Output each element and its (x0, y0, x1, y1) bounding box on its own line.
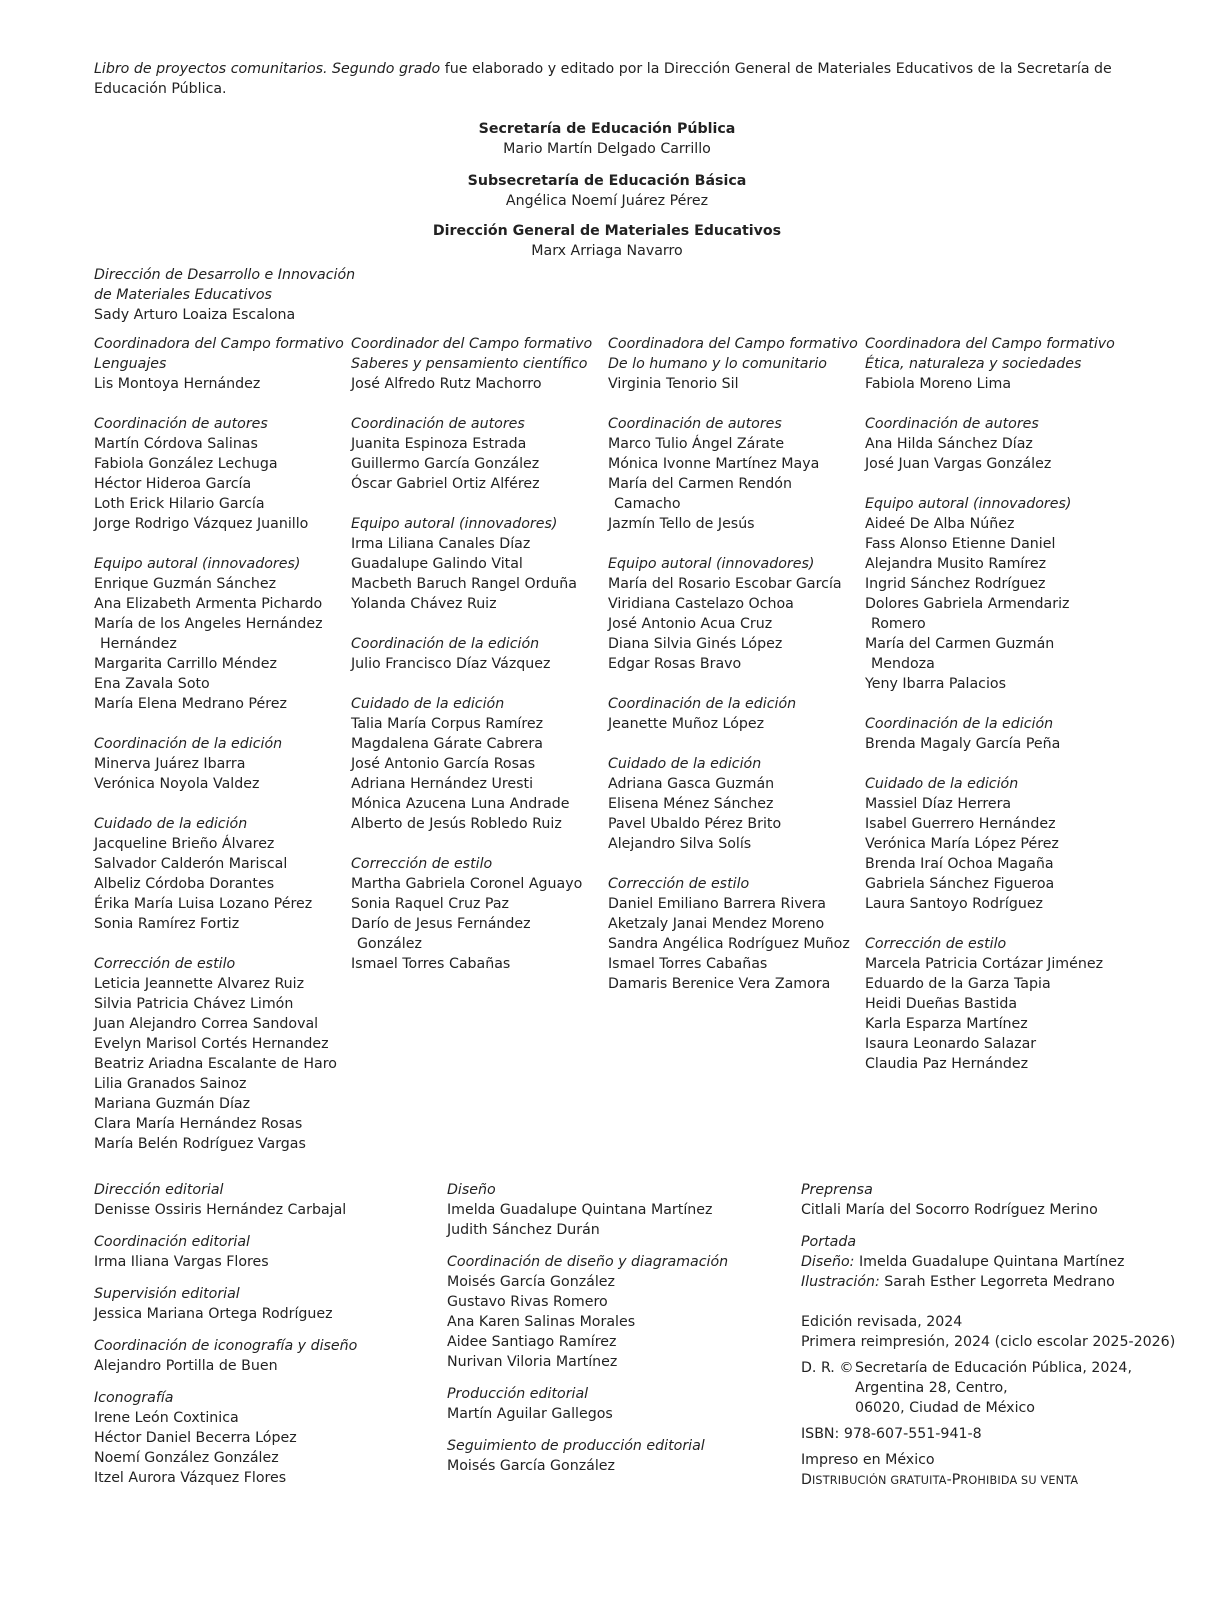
person-name: Aketzaly Janai Mendez Moreno (608, 916, 825, 932)
person-name: Héctor Daniel Becerra López (94, 1430, 297, 1446)
person-name: Pavel Ubaldo Pérez Brito (608, 816, 782, 832)
authority-name: Angélica Noemí Juárez Pérez (505, 193, 709, 209)
person-name: Fabiola González Lechuga (94, 456, 278, 472)
copyright-line: Argentina 28, Centro, (855, 1380, 1008, 1396)
person-name: Brenda Iraí Ochoa Magaña (865, 856, 1054, 872)
role-label: Coordinación de autores (94, 416, 268, 432)
credit-group (865, 414, 1115, 474)
person-name: Diana Silvia Ginés López (608, 636, 783, 652)
credit-group (351, 414, 601, 494)
credit-group (865, 934, 1115, 1074)
person-name: Silvia Patricia Chávez Limón (94, 996, 294, 1012)
role-label: Coordinador del Campo formativo (351, 336, 593, 352)
person-name: Alejandro Silva Solís (608, 836, 752, 852)
person-name: Érika María Luisa Lozano Pérez (94, 896, 313, 912)
person-name: Sonia Raquel Cruz Paz (351, 896, 509, 912)
copyright-lines (801, 1358, 1201, 1418)
credits-column-etica (865, 334, 1115, 1094)
person-name: Clara María Hernández Rosas (94, 1116, 303, 1132)
person-name: Alberto de Jesús Robledo Ruiz (351, 816, 562, 832)
credit-group (94, 1232, 434, 1272)
person-name: Julio Francisco Díaz Vázquez (351, 656, 551, 672)
credit-group (865, 714, 1115, 754)
authority-name: Mario Martín Delgado Carrillo (503, 141, 711, 157)
credit-group (351, 634, 601, 674)
credit-group (351, 514, 601, 614)
authority-org: Dirección General de Materiales Educativos (432, 223, 782, 239)
person-name: María Belén Rodríguez Vargas (94, 1136, 306, 1152)
person-name: Óscar Gabriel Ortiz Alférez (351, 476, 540, 492)
role-label: Diseño (447, 1182, 496, 1198)
person-name: Yolanda Chávez Ruiz (351, 596, 497, 612)
person-name: Judith Sánchez Durán (447, 1222, 600, 1238)
credit-group (351, 694, 601, 834)
isbn-text: ISBN: 978-607-551-941-8 (801, 1426, 982, 1442)
person-name: José Juan Vargas González (865, 456, 1052, 472)
person-name: Mónica Ivonne Martínez Maya (608, 456, 820, 472)
credit-group (608, 554, 858, 674)
role-label: Equipo autoral (innovadores) (94, 556, 301, 572)
person-name: Marcela Patricia Cortázar Jiménez (865, 956, 1104, 972)
role-label: Producción editorial (447, 1386, 589, 1402)
role-label: Ética, naturaleza y sociedades (865, 356, 1082, 372)
person-name: Sonia Ramírez Fortiz (94, 916, 240, 932)
role-label: De lo humano y lo comunitario (608, 356, 827, 372)
credit-group (608, 334, 858, 394)
credit-group (608, 694, 858, 734)
intro-text: fue elaborado y editado por la Dirección General de Materiales Educativos de la Secretaría de Educación Pública. (94, 61, 1112, 97)
credits-column-lenguajes (94, 334, 344, 1174)
credit-group (865, 774, 1115, 914)
person-name: Ena Zavala Soto (94, 676, 210, 692)
person-name: Isabel Guerrero Hernández (865, 816, 1056, 832)
role-label: Cuidado de la edición (608, 756, 762, 772)
person-name: Margarita Carrillo Méndez (94, 656, 277, 672)
credit-group (801, 1232, 1201, 1292)
person-name: José Antonio García Rosas (351, 756, 536, 772)
role-label: Coordinación de la edición (608, 696, 797, 712)
person-name: José Alfredo Rutz Machorro (351, 376, 542, 392)
person-name: Ingrid Sánchez Rodríguez (865, 576, 1046, 592)
authority-org: Subsecretaría de Educación Básica (467, 173, 747, 189)
credit-group (94, 814, 344, 934)
role-label: Dirección editorial (94, 1182, 224, 1198)
person-name: Juan Alejandro Correa Sandoval (94, 1016, 319, 1032)
person-name: Darío de Jesus Fernández (351, 916, 531, 932)
intro-paragraph (94, 60, 1134, 99)
credit-group (94, 334, 344, 394)
person-name: Aideé De Alba Núñez (865, 516, 1015, 532)
person-name: Martín Aguilar Gallegos (447, 1406, 613, 1422)
person-name: Ismael Torres Cabañas (351, 956, 511, 972)
person-name: Massiel Díaz Herrera (865, 796, 1012, 812)
person-name: Moisés García González (447, 1274, 615, 1290)
role-label: Coordinación de la edición (94, 736, 283, 752)
person-name: Albeliz Córdoba Dorantes (94, 876, 275, 892)
credit-group (608, 874, 858, 994)
person-name: Mariana Guzmán Díaz (94, 1096, 251, 1112)
person-name: Minerva Juárez Ibarra (94, 756, 246, 772)
role-label: Portada (801, 1234, 857, 1250)
role-label: Coordinadora del Campo formativo (94, 336, 344, 352)
person-name: Mónica Azucena Luna Andrade (351, 796, 570, 812)
person-name: Sandra Angélica Rodríguez Muñoz (608, 936, 850, 952)
person-name: Fass Alonso Etienne Daniel (865, 536, 1056, 552)
role-label: Coordinación de autores (865, 416, 1039, 432)
role-label: Saberes y pensamiento científico (351, 356, 588, 372)
authority-sep (0, 119, 1214, 159)
person-name: Adriana Hernández Uresti (351, 776, 534, 792)
role-label: Equipo autoral (innovadores) (608, 556, 815, 572)
credit-group (608, 414, 858, 534)
person-name: Martín Córdova Salinas (94, 436, 258, 452)
person-name: Dolores Gabriela Armendariz (865, 596, 1070, 612)
free-distribution-notice: DISTRIBUCIÓN GRATUITA-PROHIBIDA SU VENTA (801, 1472, 1079, 1488)
reprint-text: Primera reimpresión, 2024 (ciclo escolar 2025-2026) (801, 1334, 1176, 1350)
person-name: Jeanette Muñoz López (608, 716, 765, 732)
role-label: Ilustración: (801, 1274, 880, 1290)
credit-group (447, 1436, 787, 1476)
person-name: Gabriela Sánchez Figueroa (865, 876, 1055, 892)
credit-group (94, 1180, 434, 1220)
role-label: Seguimiento de producción editorial (447, 1438, 705, 1454)
person-name: Sady Arturo Loaiza Escalona (94, 307, 296, 323)
credit-group (351, 334, 601, 394)
person-name: Viridiana Castelazo Ochoa (608, 596, 794, 612)
bottom-column-editorial (94, 1180, 434, 1500)
person-name: Ana Hilda Sánchez Díaz (865, 436, 1033, 452)
person-name: Damaris Berenice Vera Zamora (608, 976, 831, 992)
role-label: Corrección de estilo (94, 956, 236, 972)
role-label: Equipo autoral (innovadores) (865, 496, 1072, 512)
person-name: Macbeth Baruch Rangel Orduña (351, 576, 577, 592)
role-label: Cuidado de la edición (865, 776, 1019, 792)
copyright-line: 06020, Ciudad de México (855, 1400, 1035, 1416)
person-name: Ana Karen Salinas Morales (447, 1314, 636, 1330)
person-name: Magdalena Gárate Cabrera (351, 736, 543, 752)
person-name: Karla Esparza Martínez (865, 1016, 1028, 1032)
person-name: Lis Montoya Hernández (94, 376, 261, 392)
cover-design-line (801, 1252, 1201, 1272)
person-name: Elisena Ménez Sánchez (608, 796, 774, 812)
role-label: Coordinación de diseño y diagramación (447, 1254, 729, 1270)
role-label: Preprensa (801, 1182, 873, 1198)
person-name: Imelda Guadalupe Quintana Martínez (854, 1254, 1125, 1270)
person-name: Laura Santoyo Rodríguez (865, 896, 1044, 912)
person-name: Martha Gabriela Coronel Aguayo (351, 876, 583, 892)
person-name: Enrique Guzmán Sánchez (94, 576, 277, 592)
person-name: Guadalupe Galindo Vital (351, 556, 523, 572)
person-name: Beatriz Ariadna Escalante de Haro (94, 1056, 337, 1072)
person-name: Loth Erick Hilario García (94, 496, 265, 512)
role-label: Equipo autoral (innovadores) (351, 516, 558, 532)
person-name: José Antonio Acua Cruz (608, 616, 773, 632)
credit-group (608, 754, 858, 854)
person-name: Daniel Emiliano Barrera Rivera (608, 896, 826, 912)
person-name: María del Rosario Escobar García (608, 576, 842, 592)
authority-dgme (0, 221, 1214, 261)
person-name: Isaura Leonardo Salazar (865, 1036, 1037, 1052)
person-name: Héctor Hideroa García (94, 476, 252, 492)
person-name: Nurivan Viloria Martínez (447, 1354, 618, 1370)
role-label: Coordinación de la edición (865, 716, 1054, 732)
person-name: Guillermo García González (351, 456, 540, 472)
person-name: Irma Liliana Canales Díaz (351, 536, 531, 552)
person-name: Evelyn Marisol Cortés Hernandez (94, 1036, 329, 1052)
credit-group (865, 334, 1115, 394)
person-name: Fabiola Moreno Lima (865, 376, 1012, 392)
bottom-column-diseno (447, 1180, 787, 1488)
edition-text: Edición revisada, 2024 (801, 1314, 963, 1330)
person-name: Jessica Mariana Ortega Rodríguez (94, 1306, 333, 1322)
role-label: Diseño: (801, 1254, 855, 1270)
person-name-continuation: Mendoza (871, 656, 935, 672)
person-name: Aidee Santiago Ramírez (447, 1334, 617, 1350)
role-label: Coordinadora del Campo formativo (865, 336, 1115, 352)
role-label: Dirección de Desarrollo e Innovación (94, 267, 356, 283)
person-name: Leticia Jeannette Alvarez Ruiz (94, 976, 305, 992)
person-name: Jorge Rodrigo Vázquez Juanillo (94, 516, 309, 532)
person-name: Citlali María del Socorro Rodríguez Merino (801, 1202, 1098, 1218)
credit-group (351, 854, 601, 974)
credit-group (447, 1384, 787, 1424)
person-name: Salvador Calderón Mariscal (94, 856, 288, 872)
person-name-continuation: González (357, 936, 422, 952)
role-label: Coordinación de la edición (351, 636, 540, 652)
person-name: Talia María Corpus Ramírez (351, 716, 544, 732)
role-label: Iconografía (94, 1390, 174, 1406)
printed-in-text: Impreso en México (801, 1452, 935, 1468)
person-name: María del Carmen Guzmán (865, 636, 1055, 652)
credit-group (94, 1336, 434, 1376)
credit-group (94, 734, 344, 794)
credit-group (801, 1180, 1201, 1220)
role-label: Coordinación de autores (608, 416, 782, 432)
role-label: Coordinación de iconografía y diseño (94, 1338, 358, 1354)
person-name-continuation: Romero (871, 616, 926, 632)
person-name: Brenda Magaly García Peña (865, 736, 1061, 752)
role-label: Supervisión editorial (94, 1286, 240, 1302)
person-name: Irene León Coxtinica (94, 1410, 239, 1426)
person-name: Claudia Paz Hernández (865, 1056, 1029, 1072)
role-label: Lenguajes (94, 356, 167, 372)
person-name: Heidi Dueñas Bastida (865, 996, 1018, 1012)
person-name: Juanita Espinoza Estrada (351, 436, 527, 452)
person-name: Moisés García González (447, 1458, 615, 1474)
credit-group (447, 1180, 787, 1240)
role-label: Coordinación de autores (351, 416, 525, 432)
credit-group (94, 414, 344, 534)
credit-group (447, 1252, 787, 1372)
person-name: Eduardo de la Garza Tapia (865, 976, 1051, 992)
person-name: Adriana Gasca Guzmán (608, 776, 775, 792)
person-name: Marco Tulio Ángel Zárate (608, 436, 785, 452)
person-name: María de los Angeles Hernández (94, 616, 323, 632)
authority-seb (0, 171, 1214, 211)
authority-name: Marx Arriaga Navarro (531, 243, 683, 259)
role-label: Cuidado de la edición (94, 816, 248, 832)
person-name: Sarah Esther Legorreta Medrano (879, 1274, 1115, 1290)
person-name: Verónica María López Pérez (865, 836, 1059, 852)
role-label: Coordinación editorial (94, 1234, 250, 1250)
person-name: Ana Elizabeth Armenta Pichardo (94, 596, 323, 612)
authority-org: Secretaría de Educación Pública (478, 121, 736, 137)
credit-group (94, 1284, 434, 1324)
credits-column-saberes (351, 334, 601, 994)
role-label: Coordinadora del Campo formativo (608, 336, 858, 352)
credit-group (94, 554, 344, 714)
person-name: María del Carmen Rendón (608, 476, 792, 492)
credit-group (94, 954, 344, 1154)
person-name-continuation: Camacho (614, 496, 681, 512)
person-name: Itzel Aurora Vázquez Flores (94, 1470, 287, 1486)
book-title: Libro de proyectos comunitarios. Segundo grado (94, 61, 441, 77)
role-label: Corrección de estilo (608, 876, 750, 892)
person-name: Verónica Noyola Valdez (94, 776, 260, 792)
person-name: Noemí González González (94, 1450, 279, 1466)
role-label: Cuidado de la edición (351, 696, 505, 712)
credit-group (94, 1388, 434, 1488)
edition-block (801, 1312, 1201, 1352)
credit-group (865, 494, 1115, 694)
role-label: Corrección de estilo (351, 856, 493, 872)
person-name: Gustavo Rivas Romero (447, 1294, 608, 1310)
copyright-block (801, 1358, 1201, 1418)
person-name: Lilia Granados Sainoz (94, 1076, 247, 1092)
person-name: Alejandro Portilla de Buen (94, 1358, 278, 1374)
person-name: Jacqueline Brieño Álvarez (94, 836, 275, 852)
person-name: Yeny Ibarra Palacios (865, 676, 1006, 692)
copyright-label: D. R. © (801, 1360, 854, 1376)
copyright-line: Secretaría de Educación Pública, 2024, (855, 1360, 1132, 1376)
direction-block (94, 265, 414, 325)
person-name: Edgar Rosas Bravo (608, 656, 742, 672)
person-name: Jazmín Tello de Jesús (608, 516, 755, 532)
person-name: Virginia Tenorio Sil (608, 376, 739, 392)
role-label: de Materiales Educativos (94, 287, 272, 303)
person-name: Ismael Torres Cabañas (608, 956, 768, 972)
role-label: Corrección de estilo (865, 936, 1007, 952)
person-name: Irma Iliana Vargas Flores (94, 1254, 269, 1270)
person-name-continuation: Hernández (100, 636, 177, 652)
person-name: Imelda Guadalupe Quintana Martínez (447, 1202, 713, 1218)
person-name: Denisse Ossiris Hernández Carbajal (94, 1202, 347, 1218)
person-name: Alejandra Musito Ramírez (865, 556, 1047, 572)
cover-illustration-line (801, 1272, 1201, 1292)
person-name: María Elena Medrano Pérez (94, 696, 287, 712)
bottom-column-preprensa (801, 1180, 1201, 1491)
credits-column-humano (608, 334, 858, 1014)
